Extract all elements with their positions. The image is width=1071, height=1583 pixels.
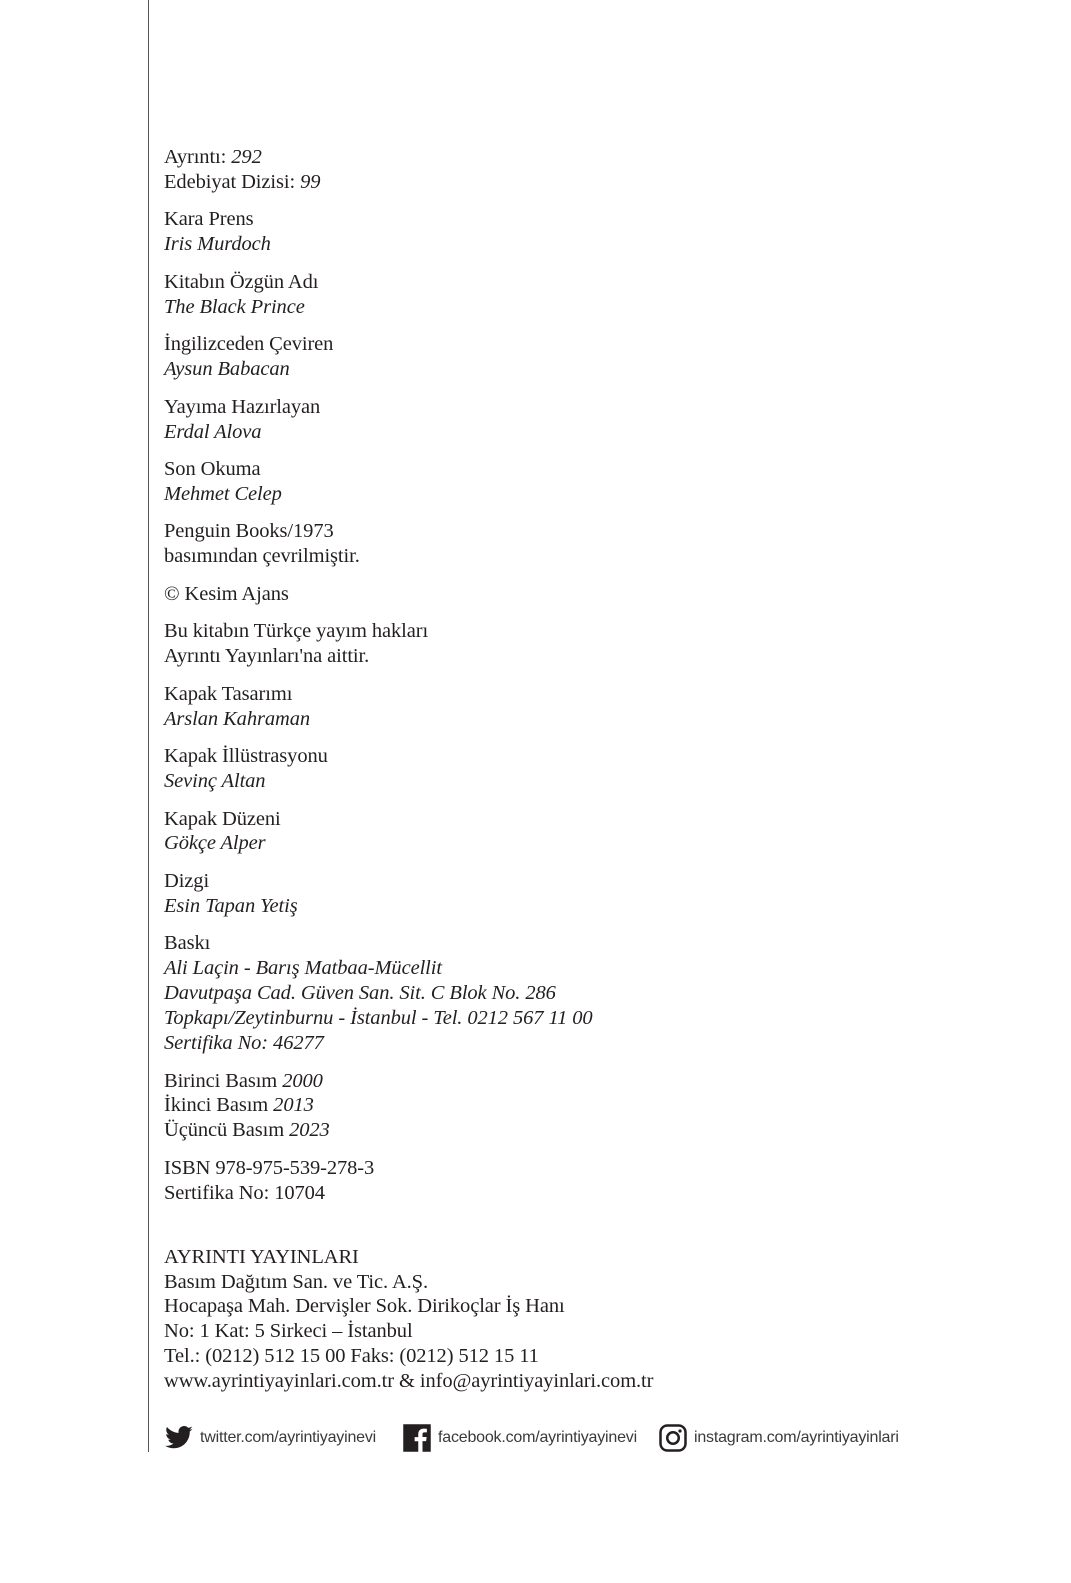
credit-value: Erdal Alova [164, 420, 262, 443]
edition-label: İkinci Basım [164, 1094, 274, 1117]
social-links [164, 1420, 1044, 1456]
printing-line: Davutpaşa Cad. Güven San. Sit. C Blok No. 286 [164, 982, 556, 1005]
source-edition [164, 519, 1024, 569]
facebook-icon [402, 1423, 432, 1453]
edition-label: Birinci Basım [164, 1069, 283, 1092]
source-edition-line: Penguin Books/1973 [164, 520, 334, 543]
social-instagram[interactable] [658, 1420, 899, 1456]
edition-year: 2013 [273, 1094, 314, 1117]
publisher-info [164, 1245, 1024, 1394]
printing-line: Topkapı/Zeytinburnu - İstanbul - Tel. 0212 567 11 00 [164, 1007, 593, 1030]
series-number: 99 [300, 170, 321, 193]
edition-year: 2000 [282, 1069, 323, 1092]
credit-label: Dizgi [164, 869, 210, 892]
series-label: Ayrıntı: [164, 146, 232, 168]
credit-label: Kapak Tasarımı [164, 682, 293, 705]
edition-year: 2023 [289, 1119, 330, 1142]
twitter-icon [164, 1423, 194, 1453]
credit-cover-layout [164, 807, 1024, 857]
credit-label: Kapak İllüstrasyonu [164, 745, 328, 768]
publisher-web-email: www.ayrintiyayinlari.com.tr & info@ayrintiyayinlari.com.tr [164, 1370, 654, 1393]
margin-rule [148, 0, 149, 1452]
credit-value: Esin Tapan Yetiş [164, 894, 298, 917]
credit-value: Mehmet Celep [164, 482, 282, 505]
credit-value: Iris Murdoch [164, 233, 271, 256]
credit-value: Gökçe Alper [164, 832, 266, 855]
credit-value: Arslan Kahraman [164, 707, 311, 730]
credit-original-title [164, 270, 1024, 320]
series-label: Edebiyat Dizisi: [164, 170, 301, 193]
facebook-handle[interactable]: facebook.com/ayrintiyayinevi [438, 1429, 637, 1446]
publisher-line: Basım Dağıtım San. ve Tic. A.Ş. [164, 1270, 429, 1293]
series-line [164, 170, 1024, 195]
credit-typesetting [164, 869, 1024, 919]
printing-line: Ali Laçin - Barış Matbaa-Mücellit [164, 957, 442, 980]
credit-value: The Black Prince [164, 295, 305, 318]
rights-line: Bu kitabın Türkçe yayım hakları [164, 620, 429, 643]
publisher-line: No: 1 Kat: 5 Sirkeci – İstanbul [164, 1320, 413, 1343]
credit-value: Sevinç Altan [164, 770, 266, 793]
copyright [164, 582, 1024, 607]
credit-label: Kapak Düzeni [164, 807, 281, 830]
publisher-name: AYRINTI YAYINLARI [164, 1245, 359, 1268]
isbn-line: ISBN 978-975-539-278-3 [164, 1156, 375, 1179]
series-line [164, 145, 1024, 170]
credit-label: Kitabın Özgün Adı [164, 270, 319, 293]
rights-line: Ayrıntı Yayınları'na aittir. [164, 645, 370, 668]
credit-cover-illustration [164, 744, 1024, 794]
rights-notice [164, 619, 1024, 669]
credit-book-title [164, 207, 1024, 257]
editions [164, 1069, 1024, 1144]
credit-editor [164, 395, 1024, 445]
edition-line [164, 1093, 1024, 1118]
series-number: 292 [231, 146, 262, 168]
edition-line [164, 1118, 1024, 1143]
credit-proofreader [164, 457, 1024, 507]
instagram-icon [658, 1423, 688, 1453]
certificate-line: Sertifika No: 10704 [164, 1181, 325, 1204]
colophon [164, 145, 1024, 1407]
credit-label: Son Okuma [164, 458, 261, 481]
credit-cover-design [164, 682, 1024, 732]
social-facebook[interactable] [402, 1420, 637, 1456]
credit-value: Aysun Babacan [164, 358, 290, 381]
series-info [164, 145, 1024, 195]
instagram-handle[interactable]: instagram.com/ayrintiyayinlari [694, 1429, 899, 1446]
source-edition-line: basımından çevrilmiştir. [164, 545, 360, 568]
credit-label: Kara Prens [164, 208, 254, 231]
isbn-info [164, 1156, 1024, 1206]
printing-label: Baskı [164, 932, 211, 955]
social-twitter[interactable] [164, 1420, 376, 1456]
publisher-line: Hocapaşa Mah. Dervişler Sok. Dirikoçlar İş Hanı [164, 1295, 565, 1318]
publisher-line: Tel.: (0212) 512 15 00 Faks: (0212) 512 15 11 [164, 1345, 539, 1368]
copyright-line: © Kesim Ajans [164, 582, 289, 605]
edition-label: Üçüncü Basım [164, 1119, 290, 1142]
printing-line: Sertifika No: 46277 [164, 1032, 324, 1054]
printing-info [164, 931, 1024, 1056]
credit-label: Yayıma Hazırlayan [164, 395, 321, 418]
credit-translator [164, 332, 1024, 382]
edition-line [164, 1069, 1024, 1094]
twitter-handle[interactable]: twitter.com/ayrintiyayinevi [200, 1429, 376, 1446]
credit-label: İngilizceden Çeviren [164, 333, 334, 356]
